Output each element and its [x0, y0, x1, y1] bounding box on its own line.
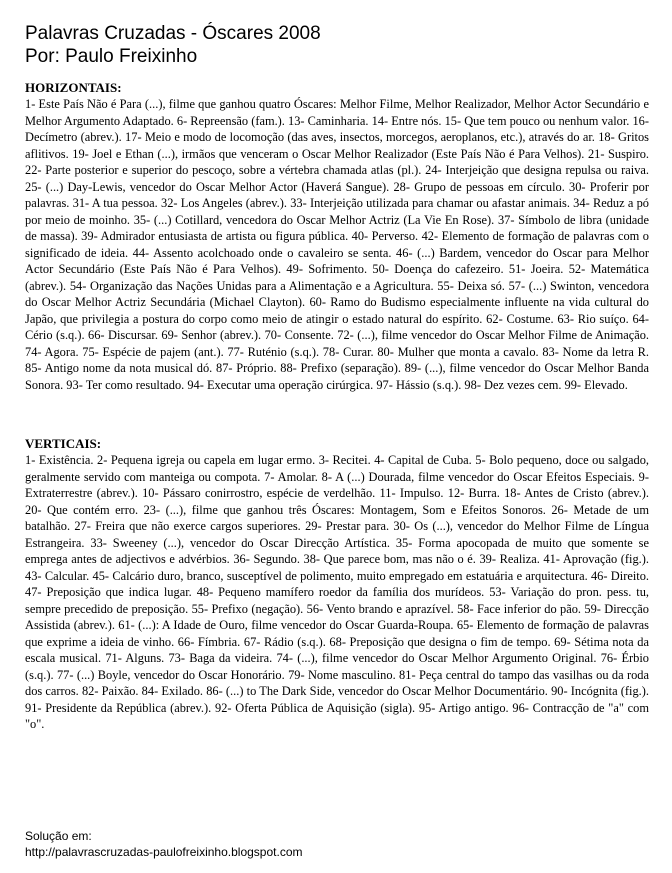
- page-title: Palavras Cruzadas - Óscares 2008: [25, 23, 321, 44]
- solution-url[interactable]: http://palavrascruzadas-paulofreixinho.blogspot.com: [25, 845, 303, 859]
- author-line: Por: Paulo Freixinho: [25, 46, 198, 67]
- solution-footer: [25, 828, 303, 860]
- horizontal-clues-section: [25, 80, 649, 393]
- horizontal-heading: HORIZONTAIS:: [25, 80, 122, 95]
- solution-label: Solução em:: [25, 829, 92, 843]
- vertical-heading: VERTICAIS:: [25, 436, 102, 451]
- vertical-clues-text: 1- Existência. 2- Pequena igreja ou capela em lugar ermo. 3- Recitei. 4- Capital de Cuba. 5- Bolo pequeno, doce ou salgado, geralmente servido com manteiga ou compota. 7- Amolar. 8- A (...) Dourada, filme vencedor do Oscar Efeitos Especiais. 9- Extraterrestre (abrev.). 10- Pássaro conirrostro, espécie de verdelhão. 11- Impulso. 12- Burra. 18- Antes de Cristo (abrev.). 20- Que contém erro. 23- (...), filme que ganhou três Óscares: Montagem, Som e Efeitos Sonoros. 26- Metade de um batalhão. 27- Freira que não exerce cargos superiores. 29- Prestar para. 30- Os (...), vencedor do Melhor Filme de Língua Estrangeira. 33- Sweeney (...), vencedor do Oscar Direcção Artística. 35- Forma apocopada de muito que somente se emprega antes de adjectivos e advérbios. 36- Segundo. 38- Que parece bom, mas não o é. 39- Realiza. 41- Aprovação (fig.). 43- Calcular. 45- Calcário duro, branco, susceptível de polimento, muito empregado em estatuária e arquitectura. 46- Direito. 47- Preposição que indica lugar. 48- Pequeno mamífero roedor da família dos murídeos. 53- Variação do pron. pess. tu, sempre precedido de preposição. 55- Prefixo (negação). 56- Vento brando e aprazível. 58- Face inferior do pão. 59- Direcção Assistida (abrev.). 61- (...): A Idade de Ouro, filme vencedor do Oscar Guarda-Roupa. 65- Elemento de formação de palavras que exprime a ideia de vinho. 66- Fímbria. 67- Rádio (s.q.). 68- Preposição que designa o fim de tempo. 69- Sétima nota da escala musical. 71- Alguns. 73- Baga da videira. 74- (...), filme vencedor do Oscar Melhor Argumento Original. 76- Érbio (s.q.). 77- (...) Boyle, vencedor do Oscar Honorário. 79- Nome masculino. 81- Peça central do tampo das vasilhas ou da roda dos carros. 82- Paixão. 84- Exilado. 86- (...) to The Dark Side, vencedor do Oscar Melhor Documentário. 90- Incógnita (fig.). 91- Presidente da República (abrev.). 92- Oferta Pública de Aquisição (sigla). 95- Artigo antigo. 96- Contracção de "a" com "o".: [25, 453, 649, 731]
- horizontal-clues-text: 1- Este País Não é Para (...), filme que ganhou quatro Óscares: Melhor Filme, Melhor Realizador, Melhor Actor Secundário e Melhor Argumento Adaptado. 6- Repreensão (fam.). 13- Caminharia. 14- Entre nós. 15- Que tem pouco ou nenhum valor. 16- Decímetro (abrev.). 17- Meio e modo de locomoção (das aves, insectos, morcegos, aeroplanos, etc.), através do ar. 18- Gritos aflitivos. 19- Joel e Ethan (...), irmãos que venceram o Oscar Melhor Realizador (Este País Não é Para Velhos). 21- Suspiro. 22- Parte posterior e superior do pescoço, sobre a vértebra chamada atlas (pl.). 24- Interjeição que designa repulsa ou raiva. 25- (...) Day-Lewis, vencedor do Oscar Melhor Actor (Haverá Sangue). 28- Grupo de pessoas em círculo. 30- Proferir por palavras. 31- A tua pessoa. 32- Los Angeles (abrev.). 33- Interjeição utilizada para chamar ou afastar animais. 34- Reduz a pó por meio de moinho. 35- (...) Cotillard, vencedora do Oscar Melhor Actriz (La Vie En Rose). 37- Símbolo de libra (unidade de massa). 39- Admirador entusiasta de artista ou figura pública. 40- Perverso. 42- Elemento de formação de palavras com o significado de ideia. 44- Assento acolchoado onde o cavaleiro se senta. 46- (...) Bardem, vencedor do Oscar para Melhor Actor Secundário (Este País Não é Para Velhos). 49- Sofrimento. 50- Doença do cafezeiro. 51- Joeira. 52- Matemática (abrev.). 54- Organização das Nações Unidas para a Alimentação e a Agricultura. 55- Deixa só. 57- (...) Swinton, vencedora do Oscar Melhor Actriz Secundária (Michael Clayton). 60- Ramo do Budismo especialmente influente na vida cultural do Japão, que privilegia a postura do corpo como meio de atingir o estado natural do espírito. 62- Costume. 63- Rio suíço. 64- Cério (s.q.). 66- Discursar. 69- Senhor (abrev.). 70- Consente. 72- (...), filme vencedor do Oscar Melhor Filme de Animação. 74- Agora. 75- Espécie de pajem (ant.). 77- Ruténio (s.q.). 78- Curar. 80- Mulher que monta a cavalo. 83- Nome da letra R. 85- Antigo nome da nota musical dó. 87- Próprio. 88- Prefixo (separação). 89- (...), filme vencedor do Oscar Melhor Banda Sonora. 93- Ter como resultado. 94- Executar uma operação cirúrgica. 97- Hássio (s.q.). 98- Dez vezes cem. 99- Elevado.: [25, 97, 649, 392]
- vertical-clues-section: [25, 436, 649, 733]
